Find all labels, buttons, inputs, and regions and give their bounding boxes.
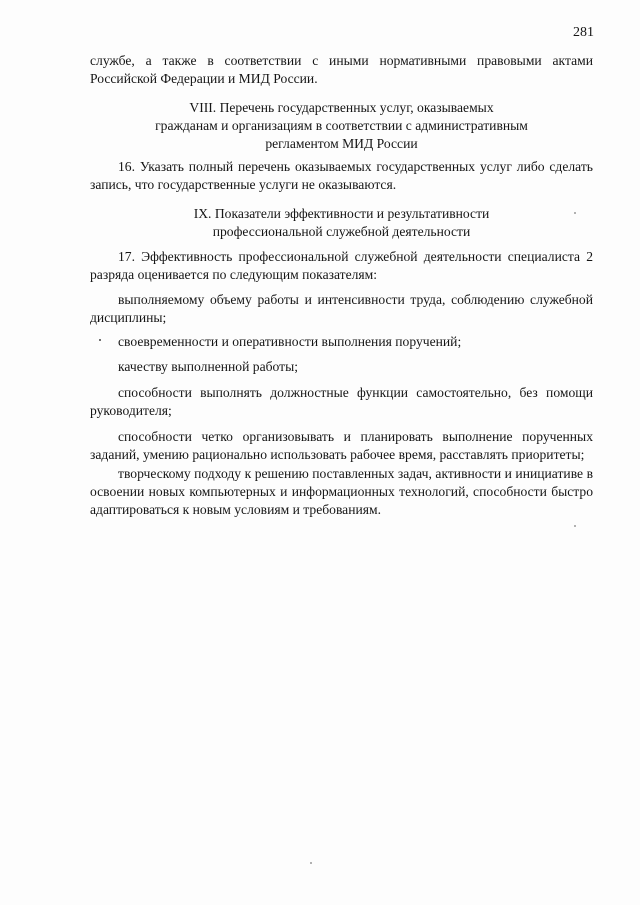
section-8-title-line: VIII. Перечень государственных услуг, оказываемых — [189, 100, 494, 115]
section-9-title-line: профессиональной служебной деятельности — [212, 224, 471, 239]
indicator-item: способности выполнять должностные функции самостоятельно, без помощи руководителя; — [90, 385, 593, 418]
page-number: 281 — [573, 25, 594, 40]
indicator-item: своевременности и оперативности выполнения поручений; — [118, 334, 462, 349]
scan-speck — [574, 525, 576, 527]
section-9-title-line: IX. Показатели эффективности и результативности — [193, 206, 490, 221]
indicator-item: выполняемому объему работы и интенсивности труда, соблюдению служебной дисциплины; — [90, 292, 593, 325]
section-9-heading — [90, 205, 593, 241]
scan-speck — [574, 212, 576, 214]
scan-speck — [99, 339, 101, 341]
section-8-title-line: регламентом МИД России — [265, 136, 418, 151]
indicator-item: способности четко организовывать и планировать выполнение порученных заданий, умению рационально использовать рабочее время, расставлять приоритеты; — [90, 429, 593, 462]
item-17-paragraph: 17. Эффективность профессиональной служебной деятельности специалиста 2 разряда оценивается по следующим показателям: — [90, 249, 593, 282]
scan-speck — [310, 862, 312, 864]
indicator-item: творческому подходу к решению поставленных задач, активности и инициативе в освоении новых компьютерных и информационных технологий, способности быстро адаптироваться к новым условиям и требованиям. — [90, 466, 593, 517]
section-8-heading — [90, 99, 593, 153]
section-8-title-line: гражданам и организациям в соответствии с административным — [155, 118, 528, 133]
item-16-paragraph: 16. Указать полный перечень оказываемых государственных услуг либо сделать запись, что государственные услуги не оказываются. — [90, 159, 593, 192]
intro-paragraph: службе, а также в соответствии с иными нормативными правовыми актами Российской Федерации и МИД России. — [90, 53, 593, 86]
indicator-item: качеству выполненной работы; — [118, 359, 298, 374]
